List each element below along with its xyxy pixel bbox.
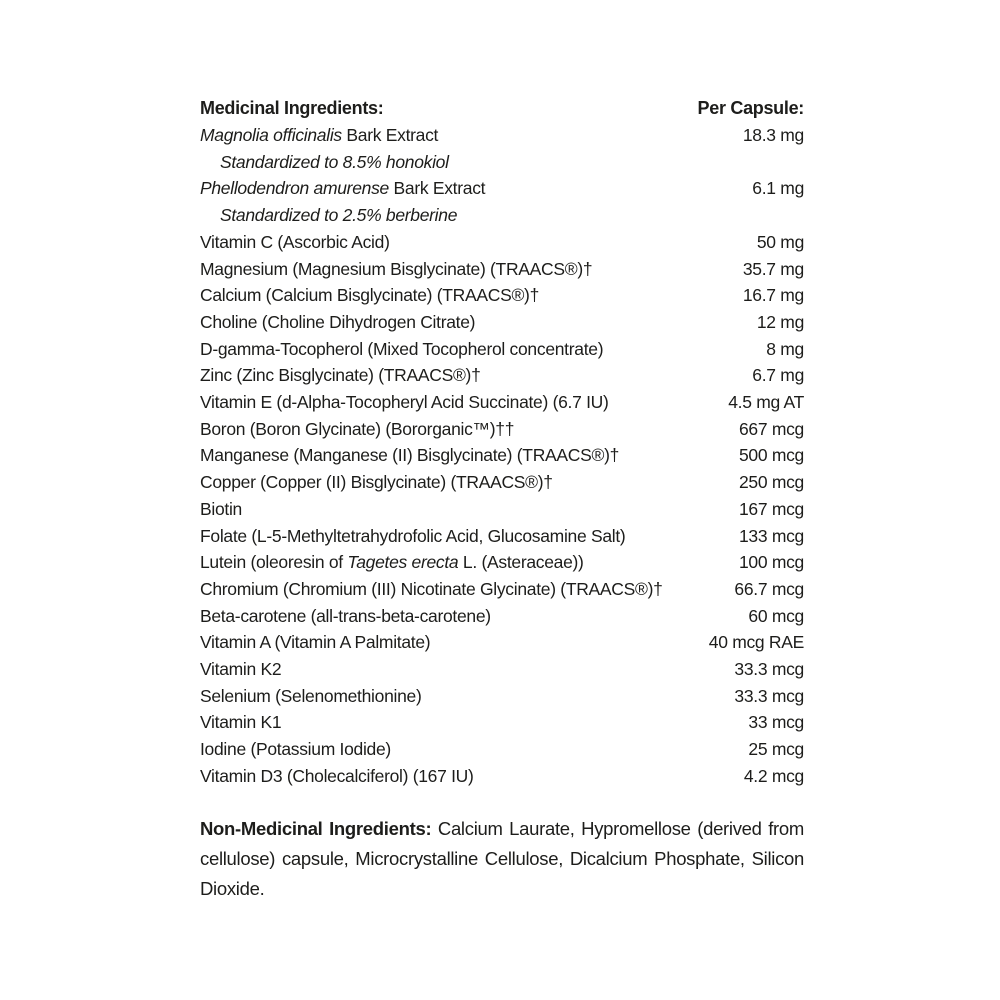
- ingredient-amount: 60 mcg: [748, 605, 804, 626]
- ingredient-row: [200, 736, 804, 763]
- ingredient-amount: 133 mcg: [738, 525, 804, 546]
- ingredient-row: [200, 629, 804, 656]
- ingredient-row: [200, 496, 804, 523]
- ingredient-name: Vitamin E (d-Alpha-Tocopheryl Acid Succinate) (6.7 IU): [200, 392, 609, 413]
- ingredient-name: Chromium (Chromium (III) Nicotinate Glycinate) (TRAACS®)†: [200, 578, 663, 599]
- ingredient-name: Choline (Choline Dihydrogen Citrate): [200, 311, 476, 332]
- ingredient-row: [200, 149, 804, 176]
- ingredient-row: [200, 763, 804, 790]
- ingredient-name: Boron (Boron Glycinate) (Bororganic™)††: [200, 418, 515, 439]
- ingredient-amount: 33 mcg: [748, 712, 804, 733]
- ingredient-name: Zinc (Zinc Bisglycinate) (TRAACS®)†: [200, 365, 481, 386]
- ingredient-amount: 16.7 mg: [742, 285, 804, 306]
- ingredient-amount: 40 mcg RAE: [708, 632, 804, 653]
- ingredient-amount: 50 mg: [756, 231, 804, 252]
- ingredient-amount: 33.3 mcg: [734, 685, 804, 706]
- ingredient-name: D-gamma-Tocopherol (Mixed Tocopherol concentrate): [200, 338, 604, 359]
- ingredient-row: [200, 229, 804, 256]
- ingredient-row: [200, 175, 804, 202]
- ingredient-row: [200, 416, 804, 443]
- ingredient-amount: 12 mg: [756, 311, 804, 332]
- ingredient-amount: 33.3 mcg: [734, 659, 804, 680]
- ingredient-name: Biotin: [200, 498, 242, 519]
- ingredient-amount: 35.7 mg: [742, 258, 804, 279]
- ingredient-name: Vitamin D3 (Cholecalciferol) (167 IU): [200, 765, 474, 786]
- non-medicinal-paragraph: [200, 814, 804, 904]
- ingredient-row: [200, 469, 804, 496]
- ingredient-name: Lutein (oleoresin of Tagetes erecta L. (Asteraceae)): [200, 552, 584, 573]
- ingredient-row: [200, 202, 804, 229]
- ingredient-row: [200, 656, 804, 683]
- non-medicinal-ingredients-text: Calcium Laurate, Hypromellose (derived from cellulose) capsule, Microcrystalline Cellulose, Dicalcium Phosphate, Silicon Dioxide.: [200, 817, 804, 899]
- ingredient-row: [200, 603, 804, 630]
- supplement-facts-panel: [200, 95, 804, 922]
- ingredient-name: Beta-carotene (all-trans-beta-carotene): [200, 605, 491, 626]
- ingredient-amount: 250 mcg: [738, 472, 804, 493]
- ingredient-row: [200, 389, 804, 416]
- ingredient-list: [200, 122, 804, 790]
- ingredient-row: [200, 282, 804, 309]
- ingredient-name: Phellodendron amurense Bark Extract: [200, 178, 486, 199]
- non-medicinal-ingredients-heading: Non-Medicinal Ingredients:: [200, 817, 432, 839]
- ingredient-row: [200, 709, 804, 736]
- ingredient-name: Magnesium (Magnesium Bisglycinate) (TRAACS®)†: [200, 258, 593, 279]
- ingredient-amount: 4.2 mcg: [743, 765, 804, 786]
- ingredient-amount: 167 mcg: [738, 498, 804, 519]
- ingredient-name: Magnolia officinalis Bark Extract: [200, 125, 439, 145]
- ingredient-name: Manganese (Manganese (II) Bisglycinate) (TRAACS®)†: [200, 445, 620, 466]
- ingredient-name: Selenium (Selenomethionine): [200, 685, 422, 706]
- ingredient-amount: 8 mg: [766, 338, 804, 359]
- ingredient-amount: 667 mcg: [738, 418, 804, 439]
- ingredient-amount: 6.1 mg: [752, 178, 804, 199]
- ingredient-name: Iodine (Potassium Iodide): [200, 739, 391, 760]
- ingredient-row: [200, 362, 804, 389]
- ingredient-name: Vitamin C (Ascorbic Acid): [200, 231, 390, 252]
- ingredient-name: Copper (Copper (II) Bisglycinate) (TRAACS®)†: [200, 472, 553, 493]
- table-header: [200, 95, 804, 122]
- per-capsule-heading: Per Capsule:: [697, 98, 804, 118]
- ingredient-name: Standardized to 2.5% berberine: [220, 205, 458, 226]
- ingredient-amount: 100 mcg: [738, 552, 804, 573]
- ingredient-amount: 25 mcg: [748, 739, 804, 760]
- ingredient-row: [200, 549, 804, 576]
- ingredient-amount: 4.5 mg AT: [728, 392, 804, 413]
- ingredient-name: Vitamin A (Vitamin A Palmitate): [200, 632, 431, 653]
- ingredient-amount: 6.7 mg: [752, 365, 804, 386]
- ingredient-amount: 18.3 mg: [742, 125, 804, 145]
- medicinal-ingredients-heading: Medicinal Ingredients:: [200, 98, 384, 118]
- ingredient-row: [200, 336, 804, 363]
- ingredient-name: Standardized to 8.5% honokiol: [220, 151, 449, 172]
- ingredient-row: [200, 256, 804, 283]
- ingredient-row: [200, 309, 804, 336]
- ingredient-row: [200, 523, 804, 550]
- ingredient-row: [200, 442, 804, 469]
- ingredient-name: Calcium (Calcium Bisglycinate) (TRAACS®)†: [200, 285, 539, 306]
- ingredient-name: Vitamin K1: [200, 712, 282, 733]
- ingredient-name: Vitamin K2: [200, 659, 282, 680]
- ingredient-row: [200, 576, 804, 603]
- ingredient-row: [200, 683, 804, 710]
- ingredient-name: Folate (L-5-Methyltetrahydrofolic Acid, Glucosamine Salt): [200, 525, 626, 546]
- ingredient-amount: 500 mcg: [738, 445, 804, 466]
- ingredient-amount: 66.7 mcg: [734, 578, 804, 599]
- ingredient-row: [200, 122, 804, 149]
